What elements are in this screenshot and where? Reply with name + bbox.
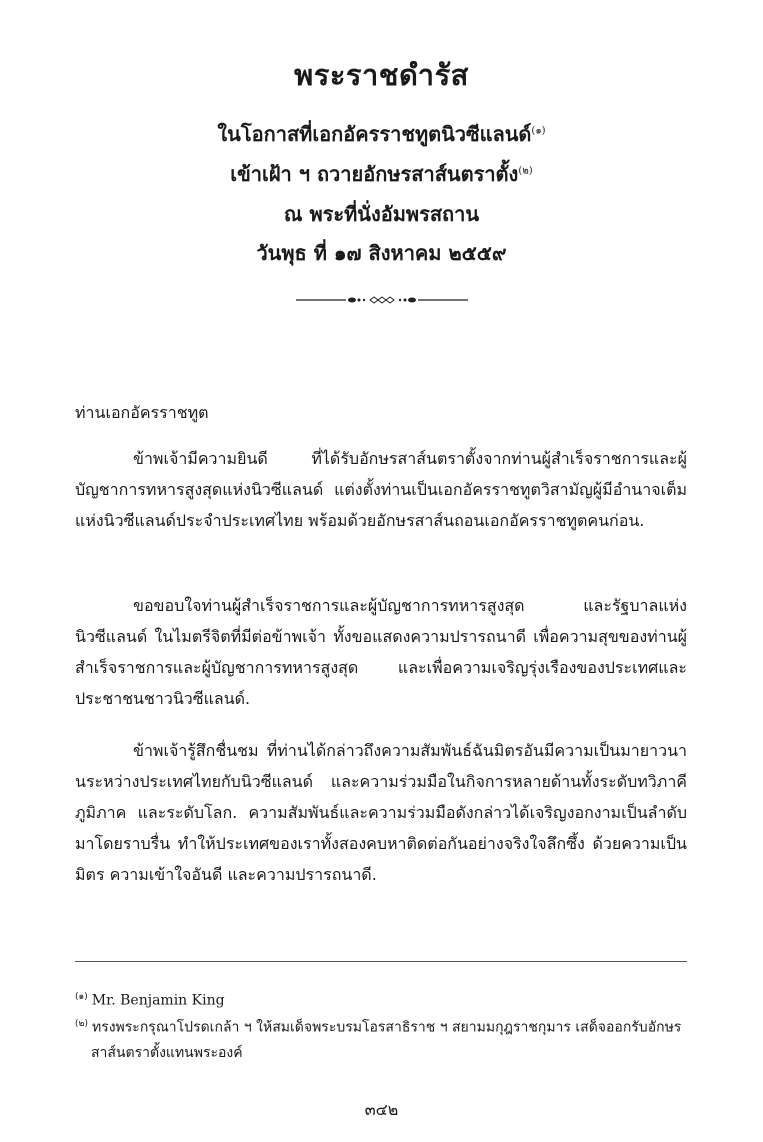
subtitle-line-2 xyxy=(0,158,763,190)
footnote-ref-2: (๒) xyxy=(518,165,533,177)
subtitle-line-3: ณ พระที่นั่งอัมพรสถาน xyxy=(283,202,480,226)
subtitle-line-2-text: เข้าเฝ้า ฯ ถวายอักษรสาส์นตราตั้ง xyxy=(230,162,519,186)
paragraph-2: ขอขอบใจท่านผู้สำเร็จราชการและผู้บัญชาการทหารสูงสุด และรัฐบาลแห่งนิวซีแลนด์ ในไมตรีจิตที่มีต่อข้าพเจ้า ทั้งขอแสดงความปรารถนาดี เพื่อความสุขของท่านผู้สำเร็จราชการและผู้บัญชาการทหารสูงสุด และเพื่อความเจริญรุ่งเรืองของประเทศและประชาชนชาวนิวซีแลนด์. xyxy=(75,596,687,708)
subtitle-line-4: วันพุธ ที่ ๑๗ สิงหาคม ๒๕๕๙ xyxy=(256,241,507,265)
footnote-1 xyxy=(75,985,687,1014)
footnote-2 xyxy=(75,1012,703,1066)
paragraph-1: ข้าพเจ้ามีความยินดี ที่ได้รับอักษรสาส์นตราตั้งจากท่านผู้สำเร็จราชการและผู้บัญชาการทหารสูงสุดแห่งนิวซีแลนด์ แต่งตั้งท่านเป็นเอกอัครราชทูตวิสามัญผู้มีอำนาจเต็มแห่งนิวซีแลนด์ประจำประเทศไทย พร้อมด้วยอักษรสาส์นถอนเอกอัครราชทูตคนก่อน. xyxy=(75,449,687,530)
ornament-divider-icon xyxy=(296,290,468,310)
footnote-1-text: Mr. Benjamin King xyxy=(91,992,225,1009)
footnote-1-mark: (๑) xyxy=(75,992,88,1002)
subtitle-line-1 xyxy=(0,118,763,150)
subtitle-line-1-text: ในโอกาสที่เอกอัครราชทูตนิวซีแลนด์ xyxy=(217,122,532,146)
salutation: ท่านเอกอัครราชทูต xyxy=(75,403,209,422)
paragraph-3: ข้าพเจ้ารู้สึกชื่นชม ที่ท่านได้กล่าวถึงความสัมพันธ์ฉันมิตรอันมีความเป็นมายาวนานระหว่างประเทศไทยกับนิวซีแลนด์ และความร่วมมือในกิจการหลายด้านทั้งระดับทวิภาคี ภูมิภาค และระดับโลก. ความสัมพันธ์และความร่วมมือดังกล่าวได้เจริญงอกงามเป็นลำดับมาโดยราบรื่น ทำให้ประเทศของเราทั้งสองคบหาติดต่อกันอย่างจริงใจลึกซึ้ง ด้วยความเป็นมิตร ความเข้าใจอันดี และความปรารถนาดี. xyxy=(75,741,687,884)
page-number: ๓๔๒ xyxy=(364,1100,399,1119)
footnote-divider xyxy=(75,961,687,962)
footnote-ref-1: (๑) xyxy=(531,125,546,137)
footnote-2-mark: (๒) xyxy=(75,1019,88,1029)
footnote-2-text: ทรงพระกรุณาโปรดเกล้า ฯ ให้สมเด็จพระบรมโอรสาธิราช ฯ สยามมกุฎราชกุมาร เสด็จออกรับอักษรสาส์นตราตั้งแทนพระองค์ xyxy=(91,1019,682,1061)
page-title: พระราชดำรัส xyxy=(294,58,469,92)
